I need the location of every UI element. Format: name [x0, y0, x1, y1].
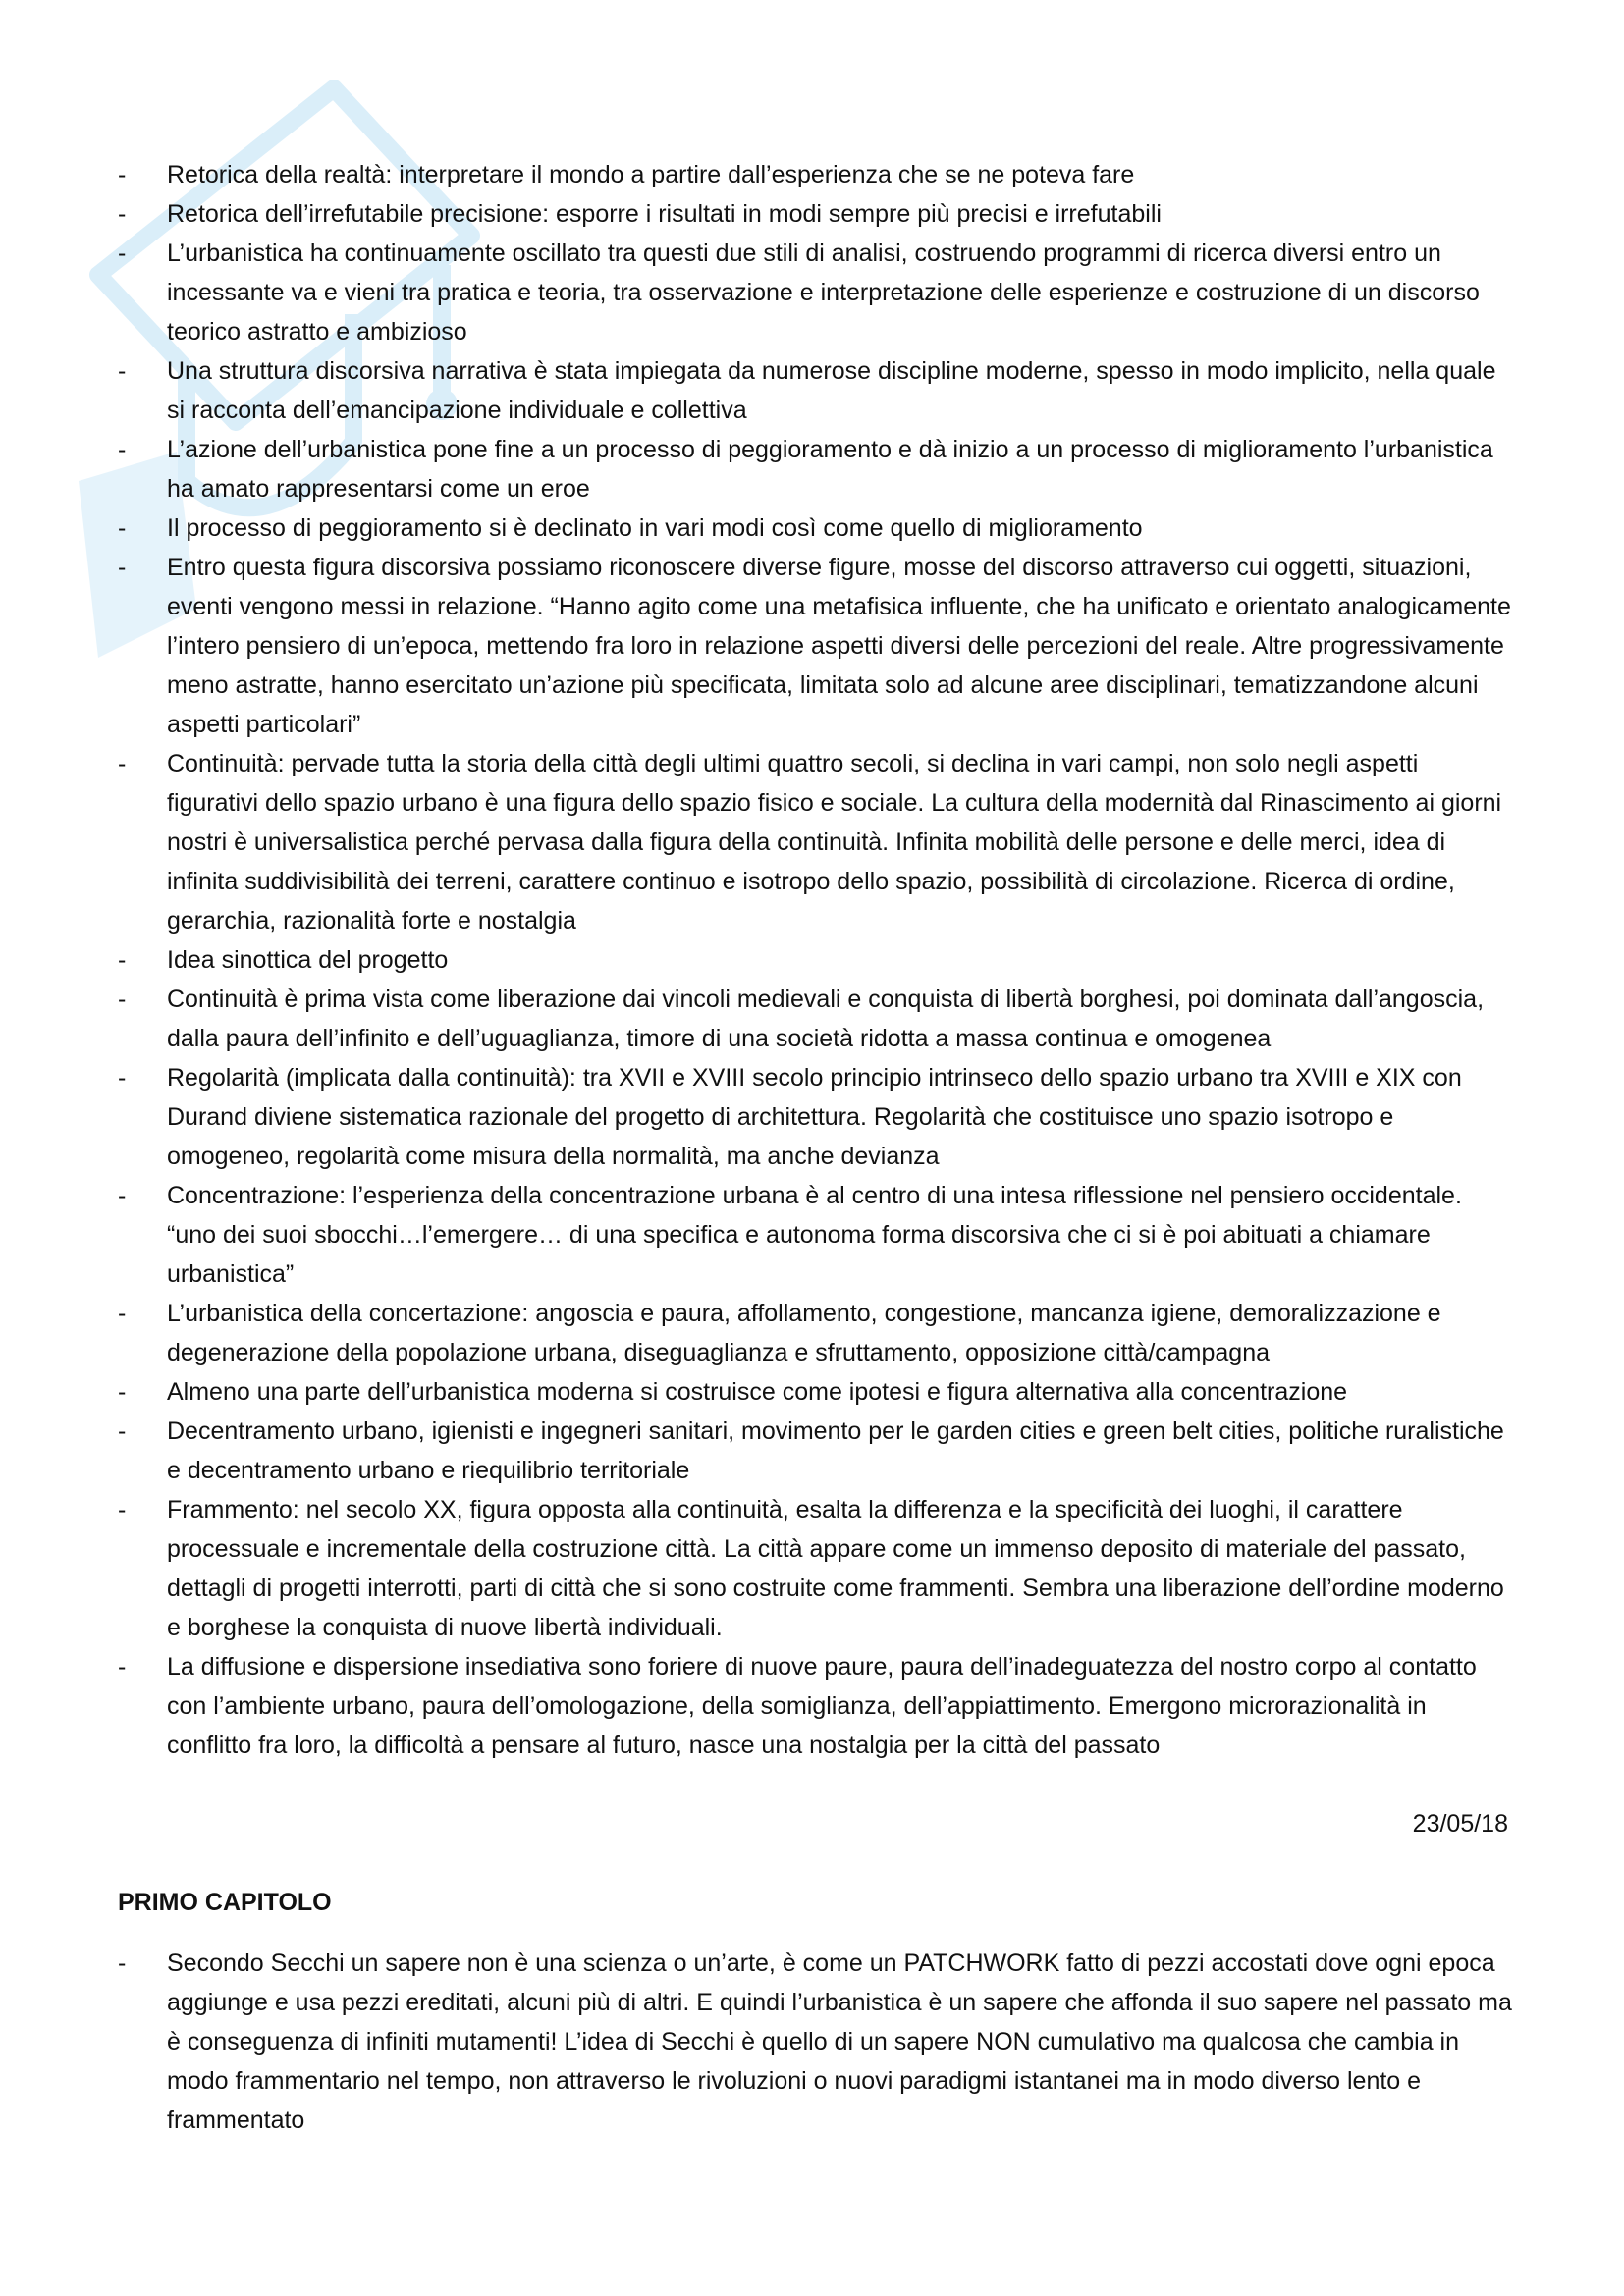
lecture-date: 23/05/18	[1412, 1810, 1508, 1838]
list-item: - L’urbanistica della concertazione: angoscia e paura, affollamento, congestione, mancanza igiene, demoralizzazione e degenerazione della popolazione urbana, diseguaglianza e sfruttamento, opposizione città/campagna	[118, 1300, 1441, 1366]
list-item: - Secondo Secchi un sapere non è una scienza o un’arte, è come un PATCHWORK fatto di pezzi accostati dove ogni epoca aggiunge e usa pezzi ereditati, alcuni più di altri. E quindi l’urbanistica è un sapere che affonda il suo sapere nel passato ma è conseguenza di infiniti mutamenti! L’idea di Secchi è quello di un sapere NON cumulativo ma qualcosa che cambia in modo frammentario nel tempo, non attraverso le rivoluzioni o nuovi paradigmi istantanei ma in modo diverso lento e frammentato	[118, 1949, 1512, 2134]
list-item: - Il processo di peggioramento si è declinato in vari modi così come quello di miglioramento	[118, 514, 1143, 542]
list-item: - Frammento: nel secolo XX, figura opposta alla continuità, esalta la differenza e la specificità dei luoghi, il carattere processuale e incrementale della costruzione città. La città appare come un immenso deposito di materiale del passato, dettagli di progetti interrotti, parti di città che si sono costruite come frammenti. Sembra una liberazione dell’ordine moderno e borghese la conquista di nuove libertà individuali.	[118, 1496, 1504, 1641]
list-item: - L’azione dell’urbanistica pone fine a un processo di peggioramento e dà inizio a un processo di miglioramento l’urbanistica ha amato rappresentarsi come un eroe	[118, 436, 1493, 503]
list-item: - Continuità è prima vista come liberazione dai vincoli medievali e conquista di libertà borghesi, poi dominata dall’angoscia, dalla paura dell’infinito e dell’uguaglianza, timore di una società ridotta a massa continua e omogenea	[118, 986, 1485, 1052]
list-item: - Continuità: pervade tutta la storia della città degli ultimi quattro secoli, si declina in vari campi, non solo negli aspetti figurativi dello spazio urbano è una figura dello spazio fisico e sociale. La cultura della modernità dal Rinascimento ai giorni nostri è universalistica perché pervasa dalla figura della continuità. Infinita mobilità delle persone e delle merci, idea di infinita suddivisibilità dei terreni, carattere continuo e isotropo dello spazio, possibilità di circolazione. Ricerca di ordine, gerarchia, razionalità forte e nostalgia	[118, 750, 1502, 934]
list-item: - Regolarità (implicata dalla continuità): tra XVII e XVIII secolo principio intrinseco dello spazio urbano tra XVIII e XIX con Durand diviene sistematica razionale del progetto di architettura. Regolarità che costituisce uno spazio isotropo e omogeneo, regolarità come misura della normalità, ma anche devianza	[118, 1064, 1462, 1170]
notes-list-bottom	[118, 1944, 1512, 2140]
list-item: - Idea sinottica del progetto	[118, 946, 449, 974]
list-item: - Retorica dell’irrefutabile precisione: esporre i risultati in modi sempre più precisi e irrefutabili	[118, 200, 1162, 228]
list-item: - La diffusione e dispersione insediativa sono foriere di nuove paure, paura dell’inadeguatezza del nostro corpo al contatto con l’ambiente urbano, paura dell’omologazione, della somiglianza, dell’appiattimento. Emergono microrazionalità in conflitto fra loro, la difficoltà a pensare al futuro, nasce una nostalgia per la città del passato	[118, 1653, 1477, 1759]
notes-list-top	[118, 155, 1512, 1765]
chapter-title: PRIMO CAPITOLO	[118, 1889, 332, 1916]
list-item: - Entro questa figura discorsiva possiamo riconoscere diverse figure, mosse del discorso attraverso cui oggetti, situazioni, eventi vengono messi in relazione. “Hanno agito come una metafisica influente, che ha unificato e orientato analogicamente l’intero pensiero di un’epoca, mettendo fra loro in relazione aspetti diversi delle percezioni del reale. Altre progressivamente meno astratte, hanno esercitato un’azione più specificata, limitata solo ad alcune aree disciplinari, tematizzandone alcuni aspetti particolari”	[118, 554, 1511, 738]
list-item: - Retorica della realtà: interpretare il mondo a partire dall’esperienza che se ne poteva fare	[118, 161, 1135, 188]
document-page	[118, 155, 1512, 2140]
list-item: - Concentrazione: l’esperienza della concentrazione urbana è al centro di una intesa riflessione nel pensiero occidentale. “uno dei suoi sbocchi…l’emergere… di una specifica e autonoma forma discorsiva che ci si è poi abituati a chiamare urbanistica”	[118, 1182, 1462, 1288]
list-item: - Decentramento urbano, igienisti e ingegneri sanitari, movimento per le garden cities e green belt cities, politiche ruralistiche e decentramento urbano e riequilibrio territoriale	[118, 1417, 1504, 1484]
list-item: - L’urbanistica ha continuamente oscillato tra questi due stili di analisi, costruendo programmi di ricerca diversi entro un incessante va e vieni tra pratica e teoria, tra osservazione e interpretazione delle esperienze e costruzione di un discorso teorico astratto e ambizioso	[118, 240, 1480, 346]
list-item: - Una struttura discorsiva narrativa è stata impiegata da numerose discipline moderne, spesso in modo implicito, nella quale si racconta dell’emancipazione individuale e collettiva	[118, 357, 1496, 424]
list-item: - Almeno una parte dell’urbanistica moderna si costruisce come ipotesi e figura alternativa alla concentrazione	[118, 1378, 1348, 1406]
